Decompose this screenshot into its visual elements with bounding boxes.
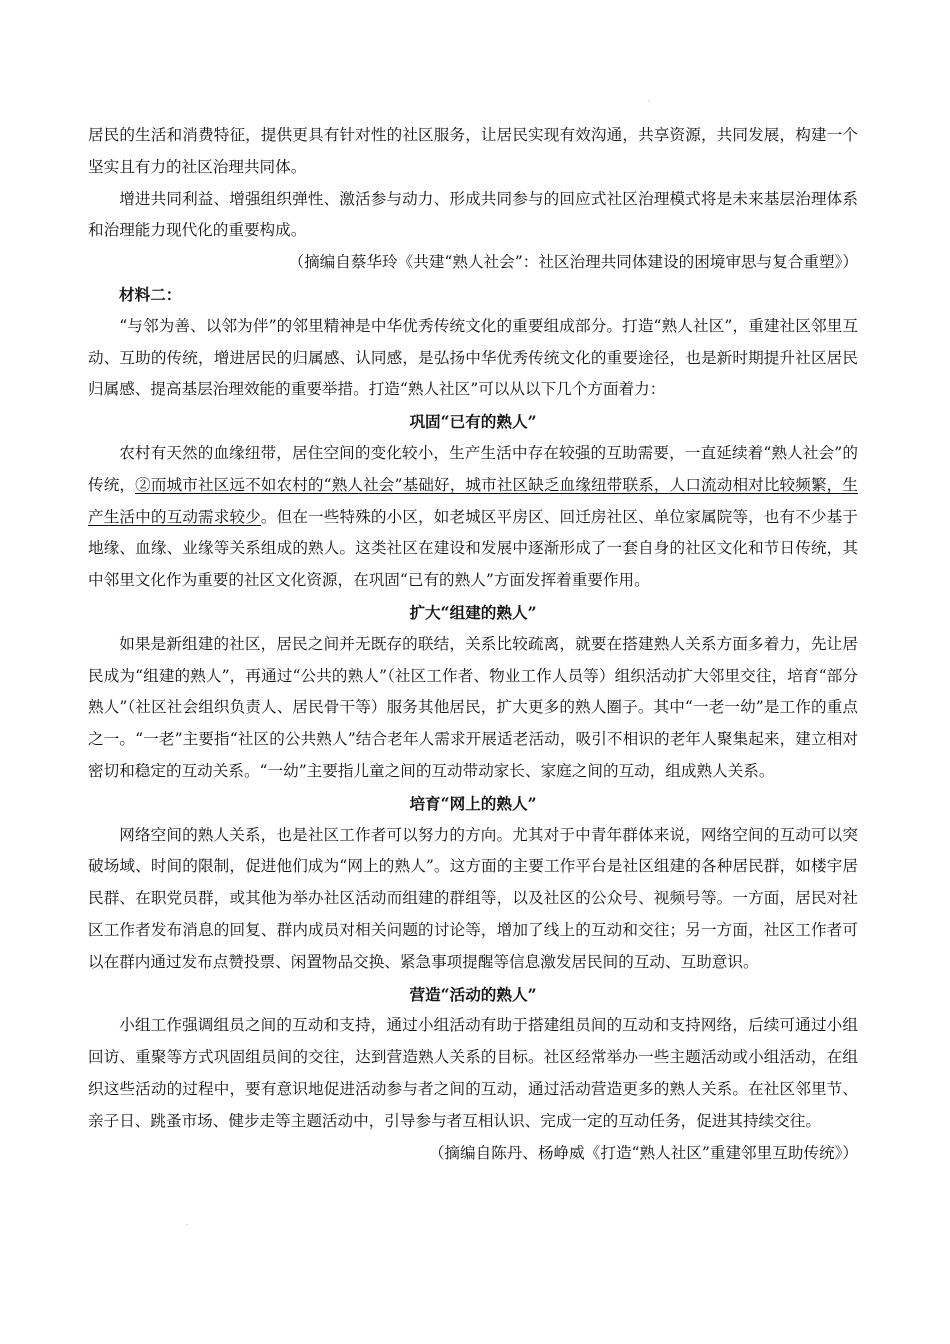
material1-paragraph-2: 增进共同利益、增强组织弹性、激活参与动力、形成共同参与的回应式社区治理模式将是未来基层治理体系和治理能力现代化的重要构成。 (88, 189, 858, 240)
section-1-paragraph (88, 438, 858, 597)
section-3-paragraph: 网络空间的熟人关系，也是社区工作者可以努力的方向。尤其对于中青年群体来说，网络空间的互动可以突破场域、时间的限制，促进他们成为“网上的熟人”。这方面的主要工作平台是社区组建的各种居民群，如楼宇居民群、在职党员群，或其他为举办社区活动而组建的群组等，以及社区的公众号、视频号等。一方面，居民对社区工作者发布消息的回复、群内成员对相关问题的讨论等，增加了线上的互动和交往；另一方面，社区工作者可以在群内通过发布点赞投票、闲置物品交换、紧急事项提醒等信息激发居民间的互动、互助意识。 (88, 825, 858, 971)
section-1-text-before: 农村有天然的血缘纽带，居住空间的变化较小，生产生活中存在较强的互助需要，一直延续着“熟人社会”的传统， (88, 443, 858, 494)
section-heading-1: 巩固“已有的熟人” (409, 412, 537, 432)
material1-source: （摘编自蔡华玲《共建“熟人社会”：社区治理共同体建设的困境审思与复合重塑》） (288, 253, 858, 272)
scan-speck: · (186, 1222, 188, 1229)
material2-source: （摘编自陈丹、杨峥威《打造“熟人社区”重建邻里互助传统》） (428, 1143, 858, 1162)
material2-intro: “与邻为善、以邻为伴”的邻里精神是中华优秀传统文化的重要组成部分。打造“熟人社区”，重建社区邻里互动、互助的传统，增进居民的归属感、认同感，是弘扬中华优秀传统文化的重要途径，也是新时期提升社区居民归属感、提高基层治理效能的重要举措。打造“熟人社区”可以从以下几个方面着力： (88, 316, 858, 399)
section-heading-3: 培育“网上的熟人” (409, 793, 537, 813)
material2-title: 材料二： (119, 284, 182, 304)
section-1-text-after: 。但在一些特殊的小区，如老城区平房区、回迁房社区、单位家属院等，也有不少基于地缘、血缘、业缘等关系组成的熟人。这类社区在建设和发展中逐渐形成了一套自身的社区文化和节日传统，其中邻里文化作为重要的社区文化资源，在巩固“已有的熟人”方面发挥着重要作用。 (88, 507, 858, 590)
section-2-paragraph: 如果是新组建的社区，居民之间并无既存的联结，关系比较疏离，就要在搭建熟人关系方面多着力，先让居民成为“组建的熟人”，再通过“公共的熟人”（社区工作者、物业工作人员等）组织活动扩大邻里交往，培育“部分熟人”（社区社会组织负责人、居民骨干等）服务其他居民，扩大更多的熟人圈子。其中“一老一幼”是工作的重点之一。“一老”主要指“社区的公共熟人”结合老年人需求开展适老活动，吸引不相识的老年人聚集起来，建立相对密切和稳定的互动关系。“一幼”主要指儿童之间的互动带动家长、家庭之间的互动，组成熟人关系。 (88, 634, 858, 780)
section-heading-4: 营造“活动的熟人” (409, 984, 537, 1004)
scan-speck: · (648, 98, 650, 105)
document-page (88, 120, 858, 1169)
section-4-paragraph: 小组工作强调组员之间的互动和支持，通过小组活动有助于搭建组员间的互动和支持网络，后续可通过小组回访、重聚等方式巩固组员间的交往，达到营造熟人关系的目标。社区经常举办一些主题活动或小组活动，在组织这些活动的过程中，要有意识地促进活动参与者之间的互动，通过活动营造更多的熟人关系。在社区邻里节、亲子日、跳蚤市场、健步走等主题活动中，引导参与者互相认识、完成一定的互动任务，促进其持续交往。 (88, 1016, 858, 1130)
material1-paragraph-1: 居民的生活和消费特征，提供更具有针对性的社区服务，让居民实现有效沟通，共享资源，共同发展，构建一个坚实且有力的社区治理共同体。 (88, 126, 858, 176)
section-heading-2: 扩大“组建的熟人” (409, 602, 537, 622)
underlined-sentence-2: ②而城市社区远不如农村的“熟人社会”基础好，城市社区缺乏血缘纽带联系，人口流动相对比较频繁，生产生活中的互动需求较少 (88, 475, 858, 526)
